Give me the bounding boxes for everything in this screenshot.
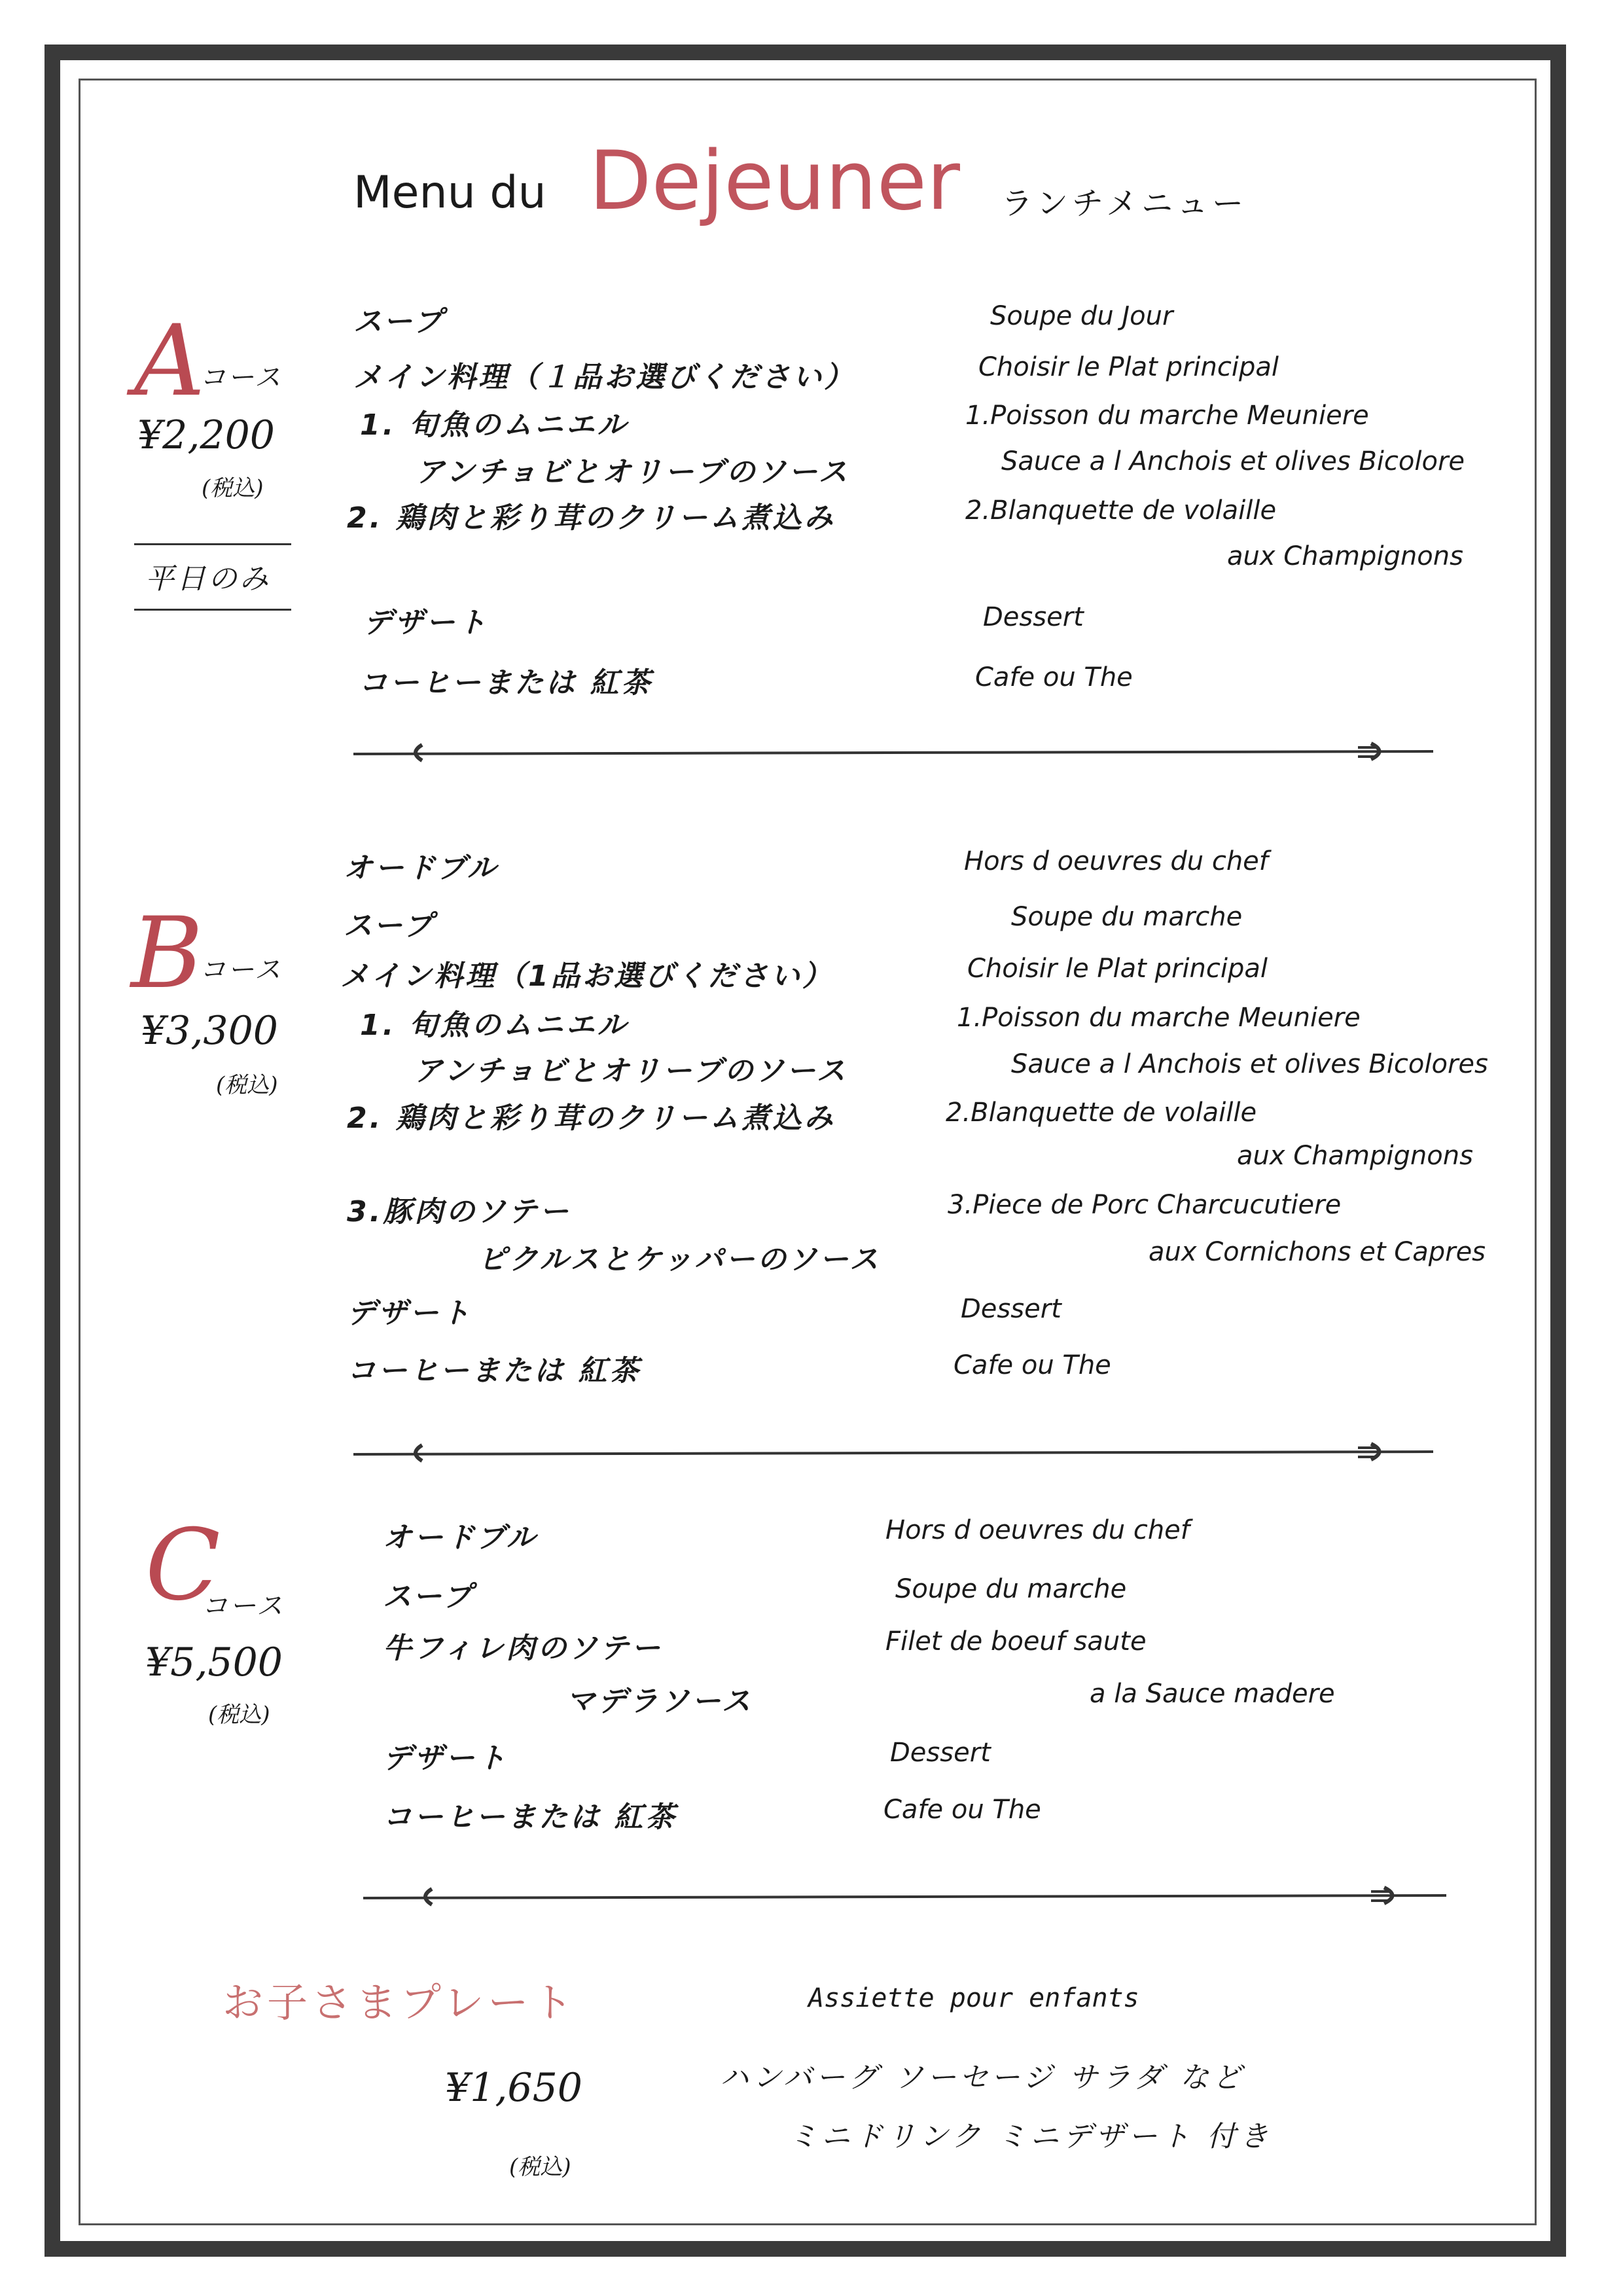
course-c-jp-5: デザート <box>383 1742 508 1775</box>
course-a-price: ¥2,200 <box>137 412 275 458</box>
course-a-jp-3: 1. 旬魚のムニエル <box>360 408 629 442</box>
course-b-jp-5: アンチョビとオリーブのソース <box>414 1054 848 1088</box>
course-a-fr-8: Cafe ou The <box>975 662 1133 692</box>
course-c-jp-4: マデラソース <box>566 1685 753 1718</box>
course-c-word: コース <box>202 1591 285 1621</box>
course-b-fr-9: aux Cornichons et Capres <box>1149 1237 1486 1267</box>
course-c-jp-2: スープ <box>383 1580 474 1613</box>
kids-price: ¥1,650 <box>445 2065 582 2111</box>
course-b-jp-4: 1. 旬魚のムニエル <box>360 1009 629 1042</box>
course-c-tax: (税込) <box>208 1702 270 1728</box>
divider-c <box>357 1877 1463 1916</box>
weekday-rule-top <box>134 543 291 545</box>
divider-b <box>347 1433 1453 1473</box>
course-c-fr-1: Hors d oeuvres du chef <box>885 1515 1190 1545</box>
course-b-jp-8: ピクルスとケッパーのソース <box>478 1243 882 1276</box>
course-b-fr-10: Dessert <box>961 1294 1061 1324</box>
course-b-fr-8: 3.Piece de Porc Charcucutiere <box>948 1190 1342 1220</box>
course-a-jp-7: コーヒーまたは 紅茶 <box>359 666 653 700</box>
course-a-letter: A <box>134 304 205 418</box>
weekday-rule-bottom <box>134 609 291 611</box>
course-b-fr-5: Sauce a l Anchois et olives Bicolores <box>1011 1049 1488 1079</box>
title-menu-du: Menu du <box>353 167 546 219</box>
course-b-price: ¥3,300 <box>141 1008 278 1054</box>
course-b-fr-6: 2.Blanquette de volaille <box>946 1098 1257 1128</box>
course-c-price: ¥5,500 <box>145 1640 283 1685</box>
course-b-letter: B <box>131 897 204 1011</box>
course-a-jp-5: 2. 鶏肉と彩り茸のクリーム煮込み <box>347 501 836 535</box>
course-a-jp-4: アンチョビとオリーブのソース <box>416 456 850 489</box>
course-b-fr-11: Cafe ou The <box>954 1350 1111 1380</box>
course-b-word: コース <box>200 955 283 985</box>
kids-tax: (税込) <box>509 2154 571 2180</box>
course-b-fr-3: Choisir le Plat principal <box>967 954 1268 984</box>
course-a-fr-7: Dessert <box>983 602 1084 632</box>
course-a-word: コース <box>200 363 283 393</box>
course-b-fr-4: 1.Poisson du marche Meuniere <box>957 1003 1361 1033</box>
course-a-fr-1: Soupe du Jour <box>990 301 1173 331</box>
course-a-fr-5: 2.Blanquette de volaille <box>965 495 1277 526</box>
course-b-fr-1: Hors d oeuvres du chef <box>964 846 1268 876</box>
course-b-jp-7: 3.豚肉のソテー <box>347 1195 571 1229</box>
course-b-fr-7: aux Champignons <box>1237 1141 1473 1171</box>
course-a-weekday-only: 平日のみ <box>145 562 271 596</box>
divider-a <box>347 733 1453 772</box>
course-c-fr-4: a la Sauce madere <box>1090 1679 1335 1709</box>
course-b-jp-3: メイン料理（1品お選びください） <box>340 960 834 993</box>
course-a-fr-3: 1.Poisson du marche Meuniere <box>965 401 1369 431</box>
course-b-jp-6: 2. 鶏肉と彩り茸のクリーム煮込み <box>347 1102 836 1135</box>
course-c-fr-6: Cafe ou The <box>883 1795 1041 1825</box>
course-a-jp-6: デザート <box>363 606 489 639</box>
course-b-fr-2: Soupe du marche <box>1011 902 1243 932</box>
course-c-jp-6: コーヒーまたは 紅茶 <box>383 1801 677 1834</box>
course-c-fr-3: Filet de boeuf saute <box>885 1626 1147 1657</box>
course-c-jp-1: オードブル <box>383 1521 538 1554</box>
course-a-jp-2: メイン料理（１品お選びください） <box>353 361 856 394</box>
course-a-fr-6: aux Champignons <box>1227 541 1463 571</box>
kids-title: お子さまプレート <box>223 1979 577 2026</box>
course-a-tax: (税込) <box>202 475 264 501</box>
course-a-fr-4: Sauce a l Anchois et olives Bicolore <box>1001 446 1465 476</box>
course-b-jp-1: オードブル <box>344 852 499 885</box>
course-a-jp-1: スープ <box>353 305 445 338</box>
course-b-jp-10: コーヒーまたは 紅茶 <box>347 1354 641 1388</box>
course-c-letter: C <box>145 1509 221 1623</box>
kids-desc-2: ミニドリンク ミニデザート 付き <box>789 2120 1273 2153</box>
course-a-fr-2: Choisir le Plat principal <box>978 352 1279 382</box>
title-dejeuner: Dejeuner <box>589 134 960 228</box>
course-b-jp-9: デザート <box>347 1297 473 1330</box>
course-c-fr-5: Dessert <box>890 1738 991 1768</box>
course-c-fr-2: Soupe du marche <box>895 1574 1127 1604</box>
kids-desc-1: ハンバーグ ソーセージ サラダ など <box>720 2061 1245 2094</box>
course-b-jp-2: スープ <box>344 909 435 942</box>
course-c-jp-3: 牛フィレ肉のソテー <box>383 1632 663 1665</box>
course-b-tax: (税込) <box>216 1072 278 1098</box>
kids-french: Assiette pour enfants <box>808 1983 1139 2013</box>
title-japanese: ランチメニュー <box>1001 185 1248 222</box>
